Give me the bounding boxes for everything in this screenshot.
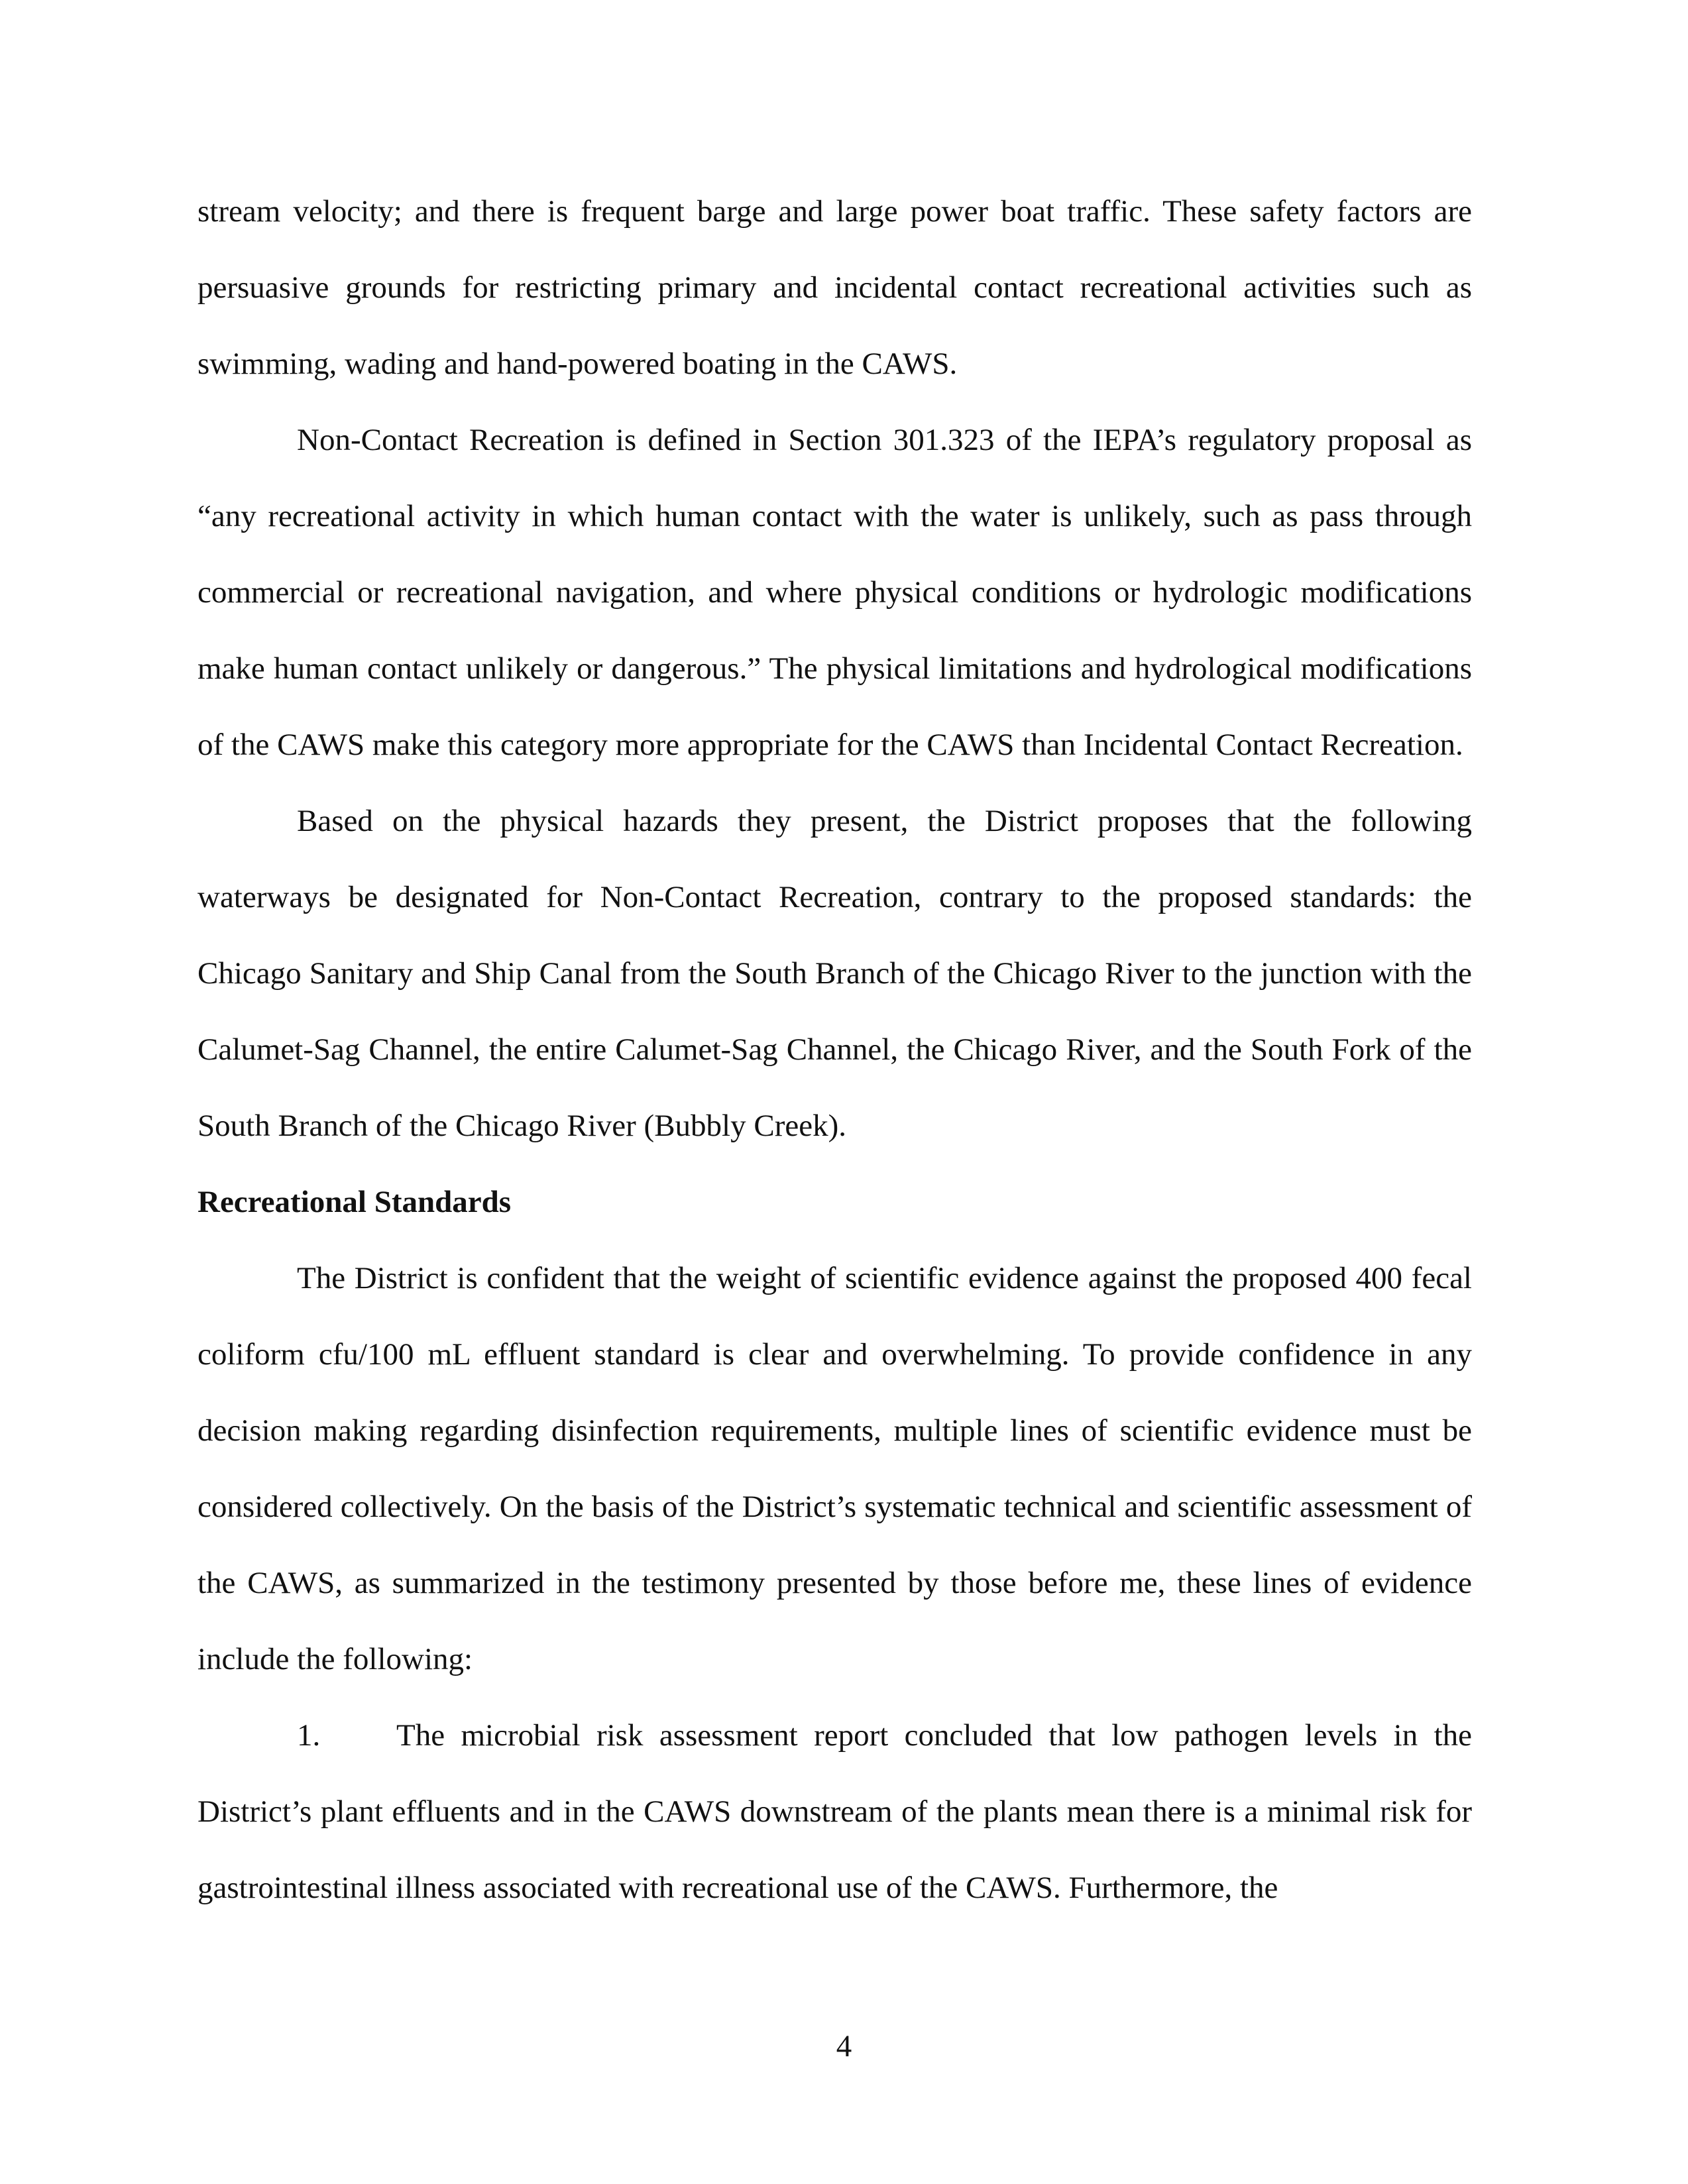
page-number: 4 bbox=[836, 2029, 852, 2063]
list-item-text: The microbial risk assessment report concluded that low pathogen levels in the District’s plant effluents and in the CAWS downstream of the plants mean there is a minimal risk for gastrointestinal illness associated with recreational use of the CAWS. Furthermore, the bbox=[197, 1718, 1472, 1905]
paragraph-waterway-designation: Based on the physical hazards they present, the District proposes that the following waterways be designated for Non-Contact Recreation, contrary to the proposed standards: the Chicago Sanitary and Ship Canal from the South Branch of the Chicago River to the junction with the Calumet-Sag Channel, the entire Calumet-Sag Channel, the Chicago River, and the South Fork of the South Branch of the Chicago River (Bubbly Creek). bbox=[197, 804, 1472, 1143]
section-heading: Recreational Standards bbox=[197, 1185, 512, 1219]
document-body bbox=[197, 174, 1472, 1926]
paragraph-continued: stream velocity; and there is frequent barge and large power boat traffic. These safety factors are persuasive grounds for restricting primary and incidental contact recreational activities such as swimming, wading and hand-powered boating in the CAWS. bbox=[197, 194, 1472, 381]
paragraph-scientific-evidence: The District is confident that the weight of scientific evidence against the proposed 400 fecal coliform cfu/100 mL effluent standard is clear and overwhelming. To provide confidence in any decision making regarding disinfection requirements, multiple lines of scientific evidence must be considered collectively. On the basis of the District’s systematic technical and scientific assessment of the CAWS, as summarized in the testimony presented by those before me, these lines of evidence include the following: bbox=[197, 1261, 1472, 1676]
paragraph-non-contact-definition: Non-Contact Recreation is defined in Section 301.323 of the IEPA’s regulatory proposal as “any recreational activity in which human contact with the water is unlikely, such as pass through commercial or recreational navigation, and where physical conditions or hydrologic modifications make human contact unlikely or dangerous.” The physical limitations and hydrological modifications of the CAWS make this category more appropriate for the CAWS than Incidental Contact Recreation. bbox=[197, 423, 1472, 762]
list-item bbox=[197, 1698, 1472, 1926]
list-item-number: 1. bbox=[297, 1718, 321, 1753]
